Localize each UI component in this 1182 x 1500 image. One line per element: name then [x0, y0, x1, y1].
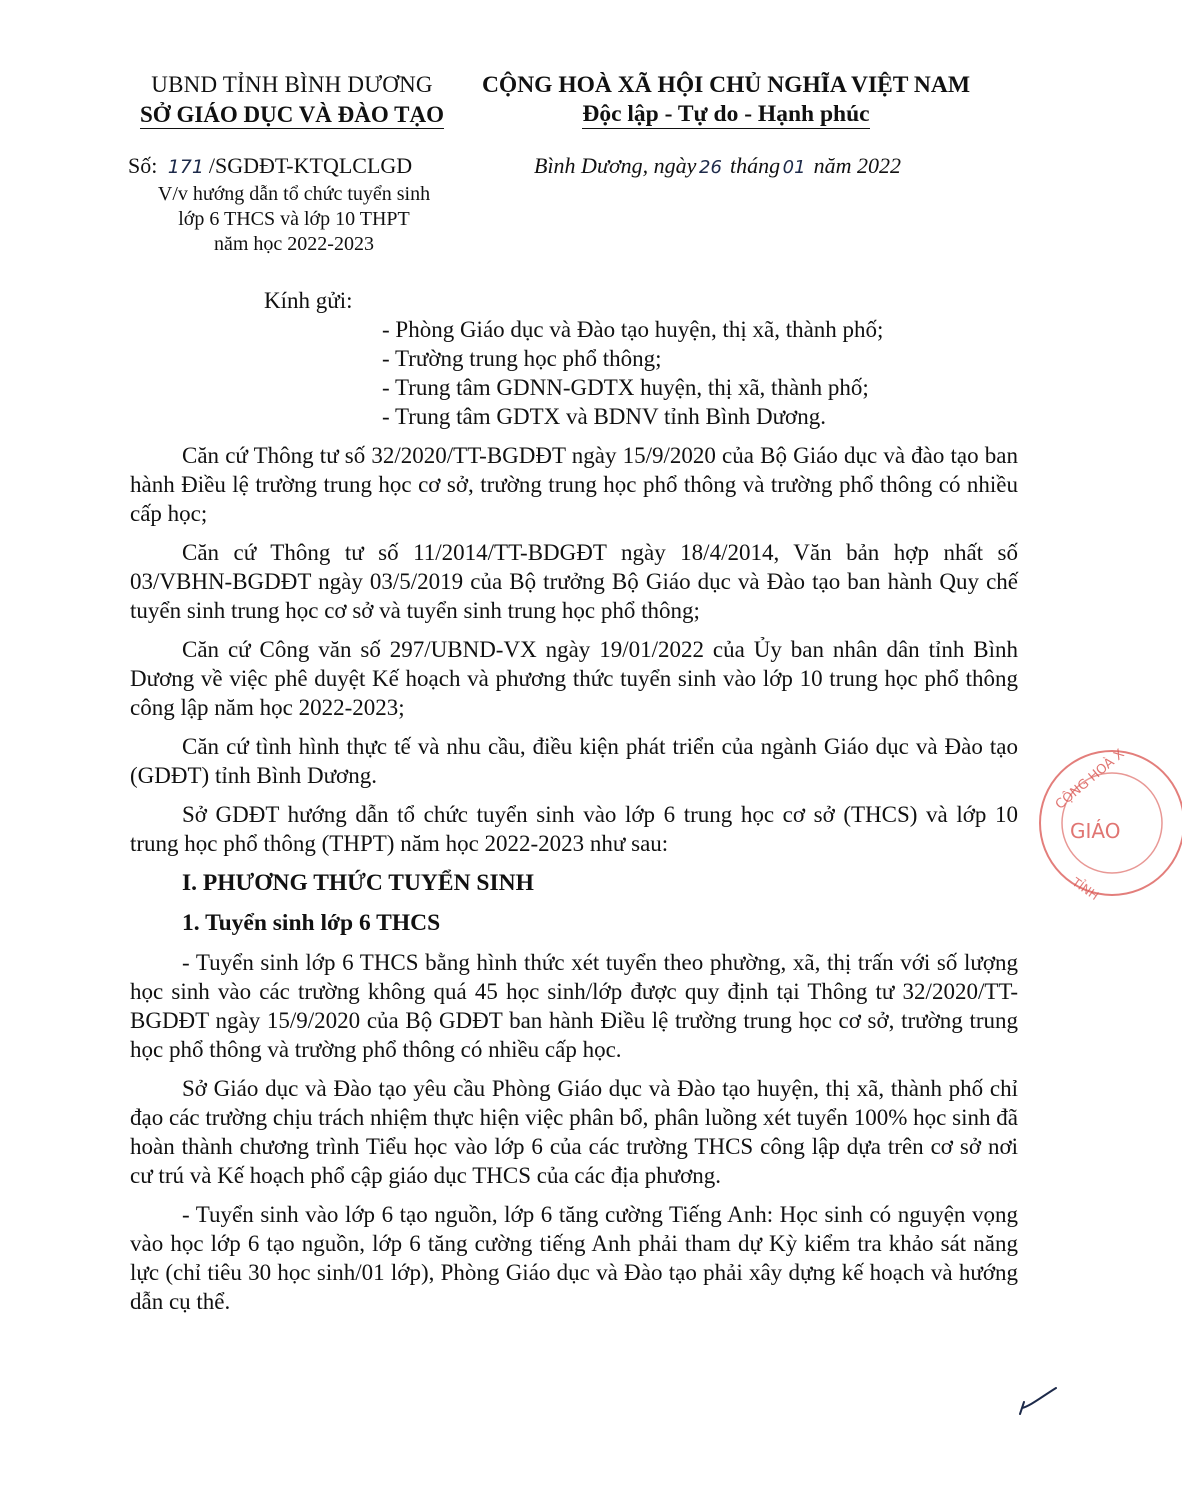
date-month-label: tháng: [729, 153, 781, 178]
paragraph: - Tuyển sinh lớp 6 THCS bằng hình thức xét tuyển theo phường, xã, thị trấn với số lượng học sinh vào các trường không quá 45 học sinh/lớp được quy định tại Thông tư 32/2020/TT-BGDĐT ngày 15/9/2020 của Bộ GDĐT ban hành Điều lệ trường trung học cơ sở, trường trung học phổ thông và trường phổ thông có nhiều cấp học.: [130, 950, 1018, 1062]
recipients-label: Kính gửi:: [264, 288, 353, 313]
paragraph: Căn cứ Thông tư số 32/2020/TT-BGDĐT ngày 15/9/2020 của Bộ Giáo dục và đào tạo ban hành Điều lệ trường trung học cơ sở, trường trung học phổ thông và trường phổ thông có nhiều cấp học;: [130, 443, 1018, 526]
handwritten-day: 26: [699, 157, 722, 178]
paragraph: Căn cứ tình hình thực tế và nhu cầu, điều kiện phát triển của ngành Giáo dục và Đào tạo (GDĐT) tỉnh Bình Dương.: [130, 734, 1018, 788]
paragraph: - Tuyển sinh vào lớp 6 tạo nguồn, lớp 6 tăng cường Tiếng Anh: Học sinh có nguyện vọng vào học lớp 6 tạo nguồn, lớp 6 tăng cường tiếng Anh phải tham dự Kỳ kiểm tra khảo sát năng lực (chỉ tiêu 30 học sinh/01 lớp), Phòng Giáo dục và Đào tạo phải xây dựng kế hoạch và hướng dẫn cụ thể.: [130, 1202, 1018, 1314]
recipient-item: - Phòng Giáo dục và Đào tạo huyện, thị xã, thành phố;: [382, 317, 884, 342]
stamp-top-text: CỘNG HOÀ X: [1052, 746, 1128, 813]
nation-title: CỘNG HOÀ XÃ HỘI CHỦ NGHĨA VIỆT NAM: [481, 72, 971, 98]
stamp-mid-text: GIÁO: [1070, 819, 1121, 843]
handwritten-initial-mark: [1016, 1384, 1062, 1418]
document-subject: [124, 182, 464, 257]
number-suffix: /SGDĐT-KTQLCLGD: [208, 153, 413, 178]
issuer-department: SỞ GIÁO DỤC VÀ ĐÀO TẠO: [140, 102, 444, 127]
recipient-item: - Trung tâm GDTX và BDNV tỉnh Bình Dương.: [382, 404, 826, 429]
issuer-block: [112, 70, 472, 130]
recipient-item: - Trung tâm GDNN-GDTX huyện, thị xã, thành phố;: [382, 375, 869, 400]
recipient-item: - Trường trung học phổ thông;: [382, 346, 662, 371]
date-place: Bình Dương, ngày: [534, 153, 697, 178]
paragraph: Căn cứ Thông tư số 11/2014/TT-BDGĐT ngày 18/4/2014, Văn bản hợp nhất số 03/VBHN-BGDĐT ngày 03/5/2019 của Bộ trưởng Bộ Giáo dục và Đào tạo ban hành Quy chế tuyển sinh trung học cơ sở và tuyển sinh trung học phổ thông;: [130, 540, 1018, 623]
recipients-list: [382, 315, 883, 431]
handwritten-number: 171: [167, 156, 204, 178]
paragraph: Sở GDĐT hướng dẫn tổ chức tuyển sinh vào lớp 6 trung học cơ sở (THCS) và lớp 10 trung học phổ thông (THPT) năm học 2022-2023 như sau:: [130, 802, 1018, 856]
number-prefix: Số:: [128, 153, 158, 178]
national-motto: Độc lập - Tự do - Hạnh phúc: [582, 101, 870, 127]
date-year: năm 2022: [813, 153, 901, 178]
handwritten-month: 01: [782, 157, 806, 178]
paragraph: Căn cứ Công văn số 297/UBND-VX ngày 19/01/2022 của Ủy ban nhân dân tỉnh Bình Dương về việc phê duyệt Kế hoạch và phương thức tuyển sinh vào lớp 10 trung học phổ thông công lập năm học 2022-2023;: [130, 637, 1018, 720]
issuer-agency: UBND TỈNH BÌNH DƯƠNG: [151, 72, 433, 97]
red-seal-stamp: [1032, 738, 1182, 908]
document-body: [130, 441, 1018, 1326]
stamp-bottom-text: TỈNH: [1069, 874, 1102, 904]
section-heading: I. PHƯƠNG THỨC TUYỂN SINH: [182, 870, 534, 896]
document-number: [128, 152, 412, 181]
subject-line: lớp 6 THCS và lớp 10 THPT: [178, 208, 410, 230]
subject-line: V/v hướng dẫn tổ chức tuyển sinh: [157, 183, 431, 205]
subsection-heading: 1. Tuyển sinh lớp 6 THCS: [182, 910, 441, 936]
national-header: [468, 70, 984, 129]
paragraph: Sở Giáo dục và Đào tạo yêu cầu Phòng Giáo dục và Đào tạo huyện, thị xã, thành phố chỉ đạo các trường chịu trách nhiệm thực hiện việc phân bổ, phân luồng xét tuyển 100% học sinh đã hoàn thành chương trình Tiểu học vào lớp 6 của các trường THCS công lập dựa trên cơ sở nơi cư trú và Kế hoạch phổ cập giáo dục THCS của các địa phương.: [130, 1076, 1018, 1188]
subject-line: năm học 2022-2023: [214, 233, 374, 255]
document-date: [534, 152, 901, 182]
